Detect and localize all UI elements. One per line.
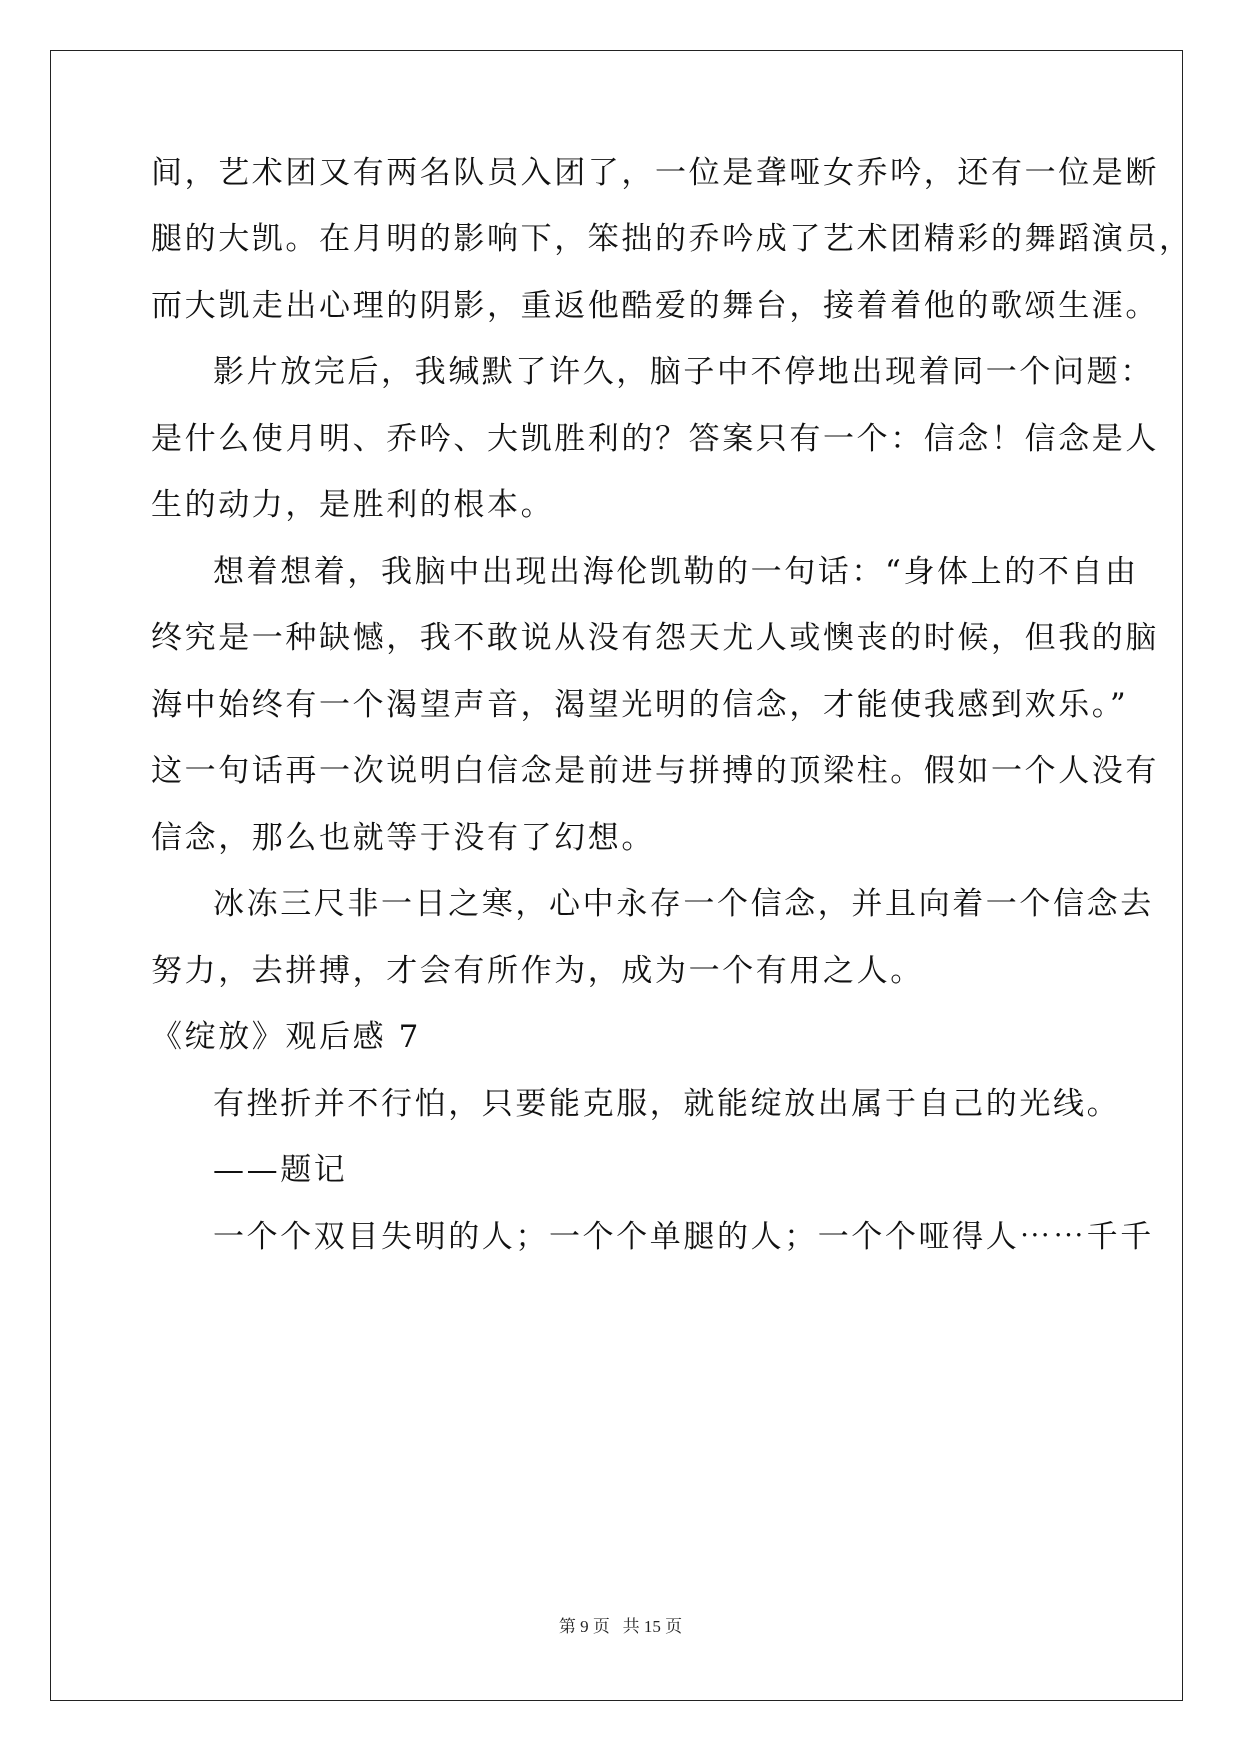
paragraph-line: 努力，去拼搏，才会有所作为，成为一个有用之人。 [151,953,924,989]
paragraph-line: 海中始终有一个渴望声音，渴望光明的信念，才能使我感到欢乐。” [151,687,1129,723]
paragraph-line: 间，艺术团又有两名队员入团了，一位是聋哑女乔吟，还有一位是断 [151,155,1159,191]
paragraph-line: 冰冻三尺非一日之寒，心中永存一个信念，并且向着一个信念去 [213,886,1154,922]
section-heading: 《绽放》观后感 7 [151,1019,421,1055]
page-number: 第 9 页 [558,1617,610,1636]
page-footer [0,1612,1241,1637]
paragraph-line: 影片放完后，我缄默了许久，脑子中不停地出现着同一个问题： [213,354,1154,390]
paragraph-line: 有挫折并不行怕，只要能克服，就能绽放出属于自己的光线。 [213,1086,1121,1122]
paragraph-line: 而大凯走出心理的阴影，重返他酷爱的舞台，接着着他的歌颂生涯。 [151,288,1159,324]
paragraph-line: 是什么使月明、乔吟、大凯胜利的？答案只有一个：信念！信念是人 [151,421,1159,457]
paragraph-line: 信念，那么也就等于没有了幻想。 [151,820,655,856]
paragraph-line: 想着想着，我脑中出现出海伦凯勒的一句话：“身体上的不自由 [213,554,1139,590]
paragraph-line: 一个个双目失明的人；一个个单腿的人；一个个哑得人⋯⋯千千 [213,1219,1154,1255]
epigraph-note: ——题记 [213,1152,348,1188]
paragraph-line: 终究是一种缺憾，我不敢说从没有怨天尤人或懊丧的时候，但我的脑 [151,620,1159,656]
paragraph-line: 这一句话再一次说明白信念是前进与拼搏的顶梁柱。假如一个人没有 [151,753,1159,789]
page-total: 共 15 页 [622,1617,683,1636]
paragraph-line: 生的动力，是胜利的根本。 [151,487,555,523]
footer-gap [610,1617,623,1636]
paragraph-line: 腿的大凯。在月明的影响下，笨拙的乔吟成了艺术团精彩的舞蹈演员， [151,221,1193,257]
